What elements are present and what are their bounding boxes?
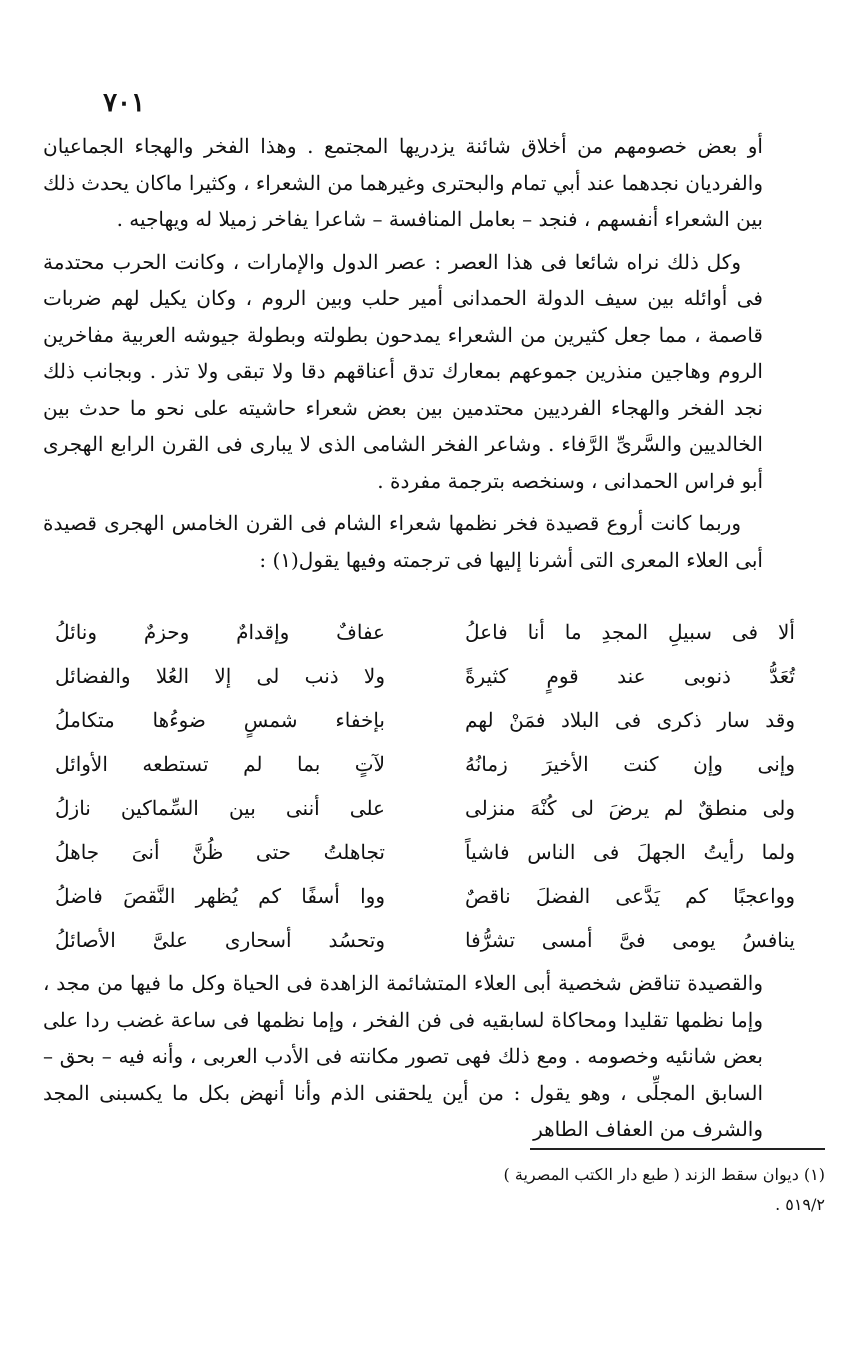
verse-second-hemistich: ووا أسفًا كم يُظهر النَّقصَ فاضلُ [55,884,385,908]
verse-first-hemistich: ألا فى سبيلِ المجدِ ما أنا فاعلُ [465,620,795,644]
footnote-1-line-1: (١) ديوان سقط الزند ( طبع دار الكتب المصرية ) [503,1165,825,1184]
verse-7 [55,874,795,918]
verse-first-hemistich: وقد سار ذكرى فى البلاد فمَنْ لهم [465,708,795,732]
verse-first-hemistich: وواعجبًا كم يَدَّعى الفضلَ ناقصٌ [465,884,795,908]
verse-2 [55,654,795,698]
verse-second-hemistich: وتحسُد أسحارى علىَّ الأصائلُ [55,928,385,952]
verse-1 [55,610,795,654]
verse-first-hemistich: ولما رأيتُ الجهلَ فى الناس فاشياً [465,840,795,864]
page-number: ٧٠١ [103,88,145,118]
verse-second-hemistich: لآتٍ بما لم تستطعه الأوائل [55,752,385,776]
verse-6 [55,830,795,874]
verse-first-hemistich: وإنى وإن كنت الأخيرَ زمانُهُ [465,752,795,776]
verse-3 [55,698,795,742]
verse-8 [55,918,795,962]
verse-4 [55,742,795,786]
main-text [43,128,763,578]
verse-first-hemistich: ولى منطقٌ لم يرضَ لى كُنْهَ منزلى [465,796,795,820]
paragraph-3: وربما كانت أروع قصيدة فخر نظمها شعراء الشام فى القرن الخامس الهجرى قصيدة أبى العلاء المعرى التى أشرنا إليها فى ترجمته وفيها يقول(١) : [43,511,763,572]
verse-second-hemistich: عفافٌ وإقدامٌ وحزمٌ ونائلُ [55,620,385,644]
verse-second-hemistich: على أننى بين السِّماكين نازلُ [55,796,385,820]
verse-first-hemistich: ينافسُ يومى فىَّ أمسى تشرُّفا [465,928,795,952]
paragraph-2: وكل ذلك نراه شائعا فى هذا العصر : عصر الدول والإمارات ، وكانت الحرب محتدمة فى أوائله بين سيف الدولة الحمدانى أمير حلب وبين الروم ، وكان يكيل لهم ضربات قاصمة ، مما جعل كثيرين من الشعراء يمدحون بطولته وبطولة جيوشه العربية مفاخرين الروم وهاجين منذرين جموعهم بمعارك تدق أعناقهم دقا ولا تبقى ولا تذر . وبجانب ذلك نجد الفخر والهجاء الفرديين محتدمين بين بعض شعراء حاشيته على نحو ما حدث بين الخالديين والسَّرىِّ الرَّفاء . وشاعر الفخر الشامى الذى لا يبارى فى القرن الرابع الهجرى أبو فراس الحمدانى ، وسنخصه بترجمة مفردة . [43,249,763,493]
paragraph-1: أو بعض خصومهم من أخلاق شائنة يزدريها المجتمع . وهذا الفخر والهجاء الجماعيان والفرديان نجدهما عند أبي تمام والبحترى وغيرهما من الشعراء ، وكثيرا ماكان يحدث ذلك بين الشعراء أنفسهم ، فنجد – بعامل المنافسة – شاعرا يفاخر زميلا له ويهاجيه . [43,134,763,231]
footnote-divider [530,1148,825,1150]
closing-text [43,965,763,1148]
verse-second-hemistich: بإخفاء شمسٍ ضوءُها متكاملُ [55,708,385,732]
paragraph-after-poem: والقصيدة تناقض شخصية أبى العلاء المتشائمة الزاهدة فى الحياة وكل ما فيها من مجد ، وإما نظمها تقليدا ومحاكاة لسابقيه فى فن الفخر ، وإما نظمها فى ساعة غضب ردا على بعض شانئيه وخصومه . ومع ذلك فهى تصور مكانته فى الأدب العربى ، وأنه فيه – بحق – السابق المجلِّى ، وهو يقول : من أين يلحقنى الذم وأنا أنهض بكل ما يكسبنى المجد والشرف من العفاف الطاهر [43,971,763,1141]
verse-second-hemistich: تجاهلتُ حتى ظُنَّ أنىَ جاهلُ [55,840,385,864]
verse-5 [55,786,795,830]
poem [55,610,795,962]
footnote-1-line-2: ٥١٩/٢ . [775,1195,825,1214]
verse-second-hemistich: ولا ذنب لى إلا العُلا والفضائل [55,664,385,688]
verse-first-hemistich: تُعَدُّ ذنوبى عند قومٍ كثيرةً [465,664,795,688]
footnotes [425,1160,825,1220]
